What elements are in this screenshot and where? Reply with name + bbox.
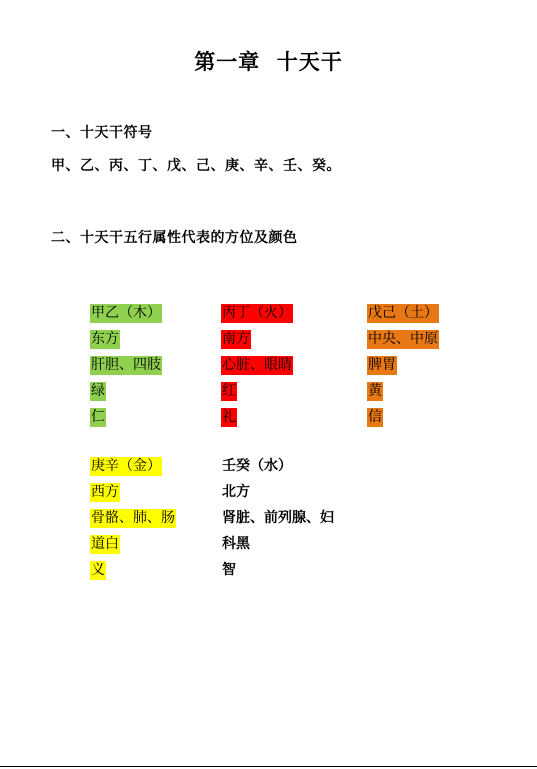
earth-virtue: 信 [368,409,382,425]
fire-element: 丙丁（火） [222,305,292,321]
metal-element: 庚辛（金） [91,458,161,474]
wood-direction: 东方 [91,331,119,347]
water-direction: 北方 [222,484,250,500]
water-color: 科黑 [222,536,250,552]
section-heading-symbols: 一、十天干符号 [51,125,153,141]
page-bottom-rule [0,766,537,767]
water-virtue: 智 [222,562,236,578]
fire-color: 红 [222,383,236,399]
wood-color: 绿 [91,383,105,399]
metal-organs: 骨骼、肺、肠 [91,510,175,526]
water-organs: 肾脏、前列腺、妇 [222,510,334,526]
earth-color: 黄 [368,383,382,399]
fire-organs: 心脏、眼睛 [222,357,292,373]
fire-virtue: 礼 [222,409,236,425]
earth-element: 戊己（土） [368,305,438,321]
metal-color: 道白 [91,536,119,552]
metal-virtue: 义 [91,562,105,578]
wood-organs: 肝胆、四肢 [91,357,161,373]
wood-element: 甲乙（木） [91,305,161,321]
stem-list: 甲、乙、丙、丁、戊、己、庚、辛、壬、癸。 [51,158,341,174]
earth-direction: 中央、中原 [368,331,438,347]
page-title: 第一章 十天干 [194,49,343,74]
water-element: 壬癸（水） [222,458,292,474]
wood-virtue: 仁 [91,409,105,425]
section-heading-attributes: 二、十天干五行属性代表的方位及颜色 [51,230,298,246]
earth-organs: 脾胃 [368,357,396,373]
fire-direction: 南方 [222,331,250,347]
metal-direction: 西方 [91,484,119,500]
